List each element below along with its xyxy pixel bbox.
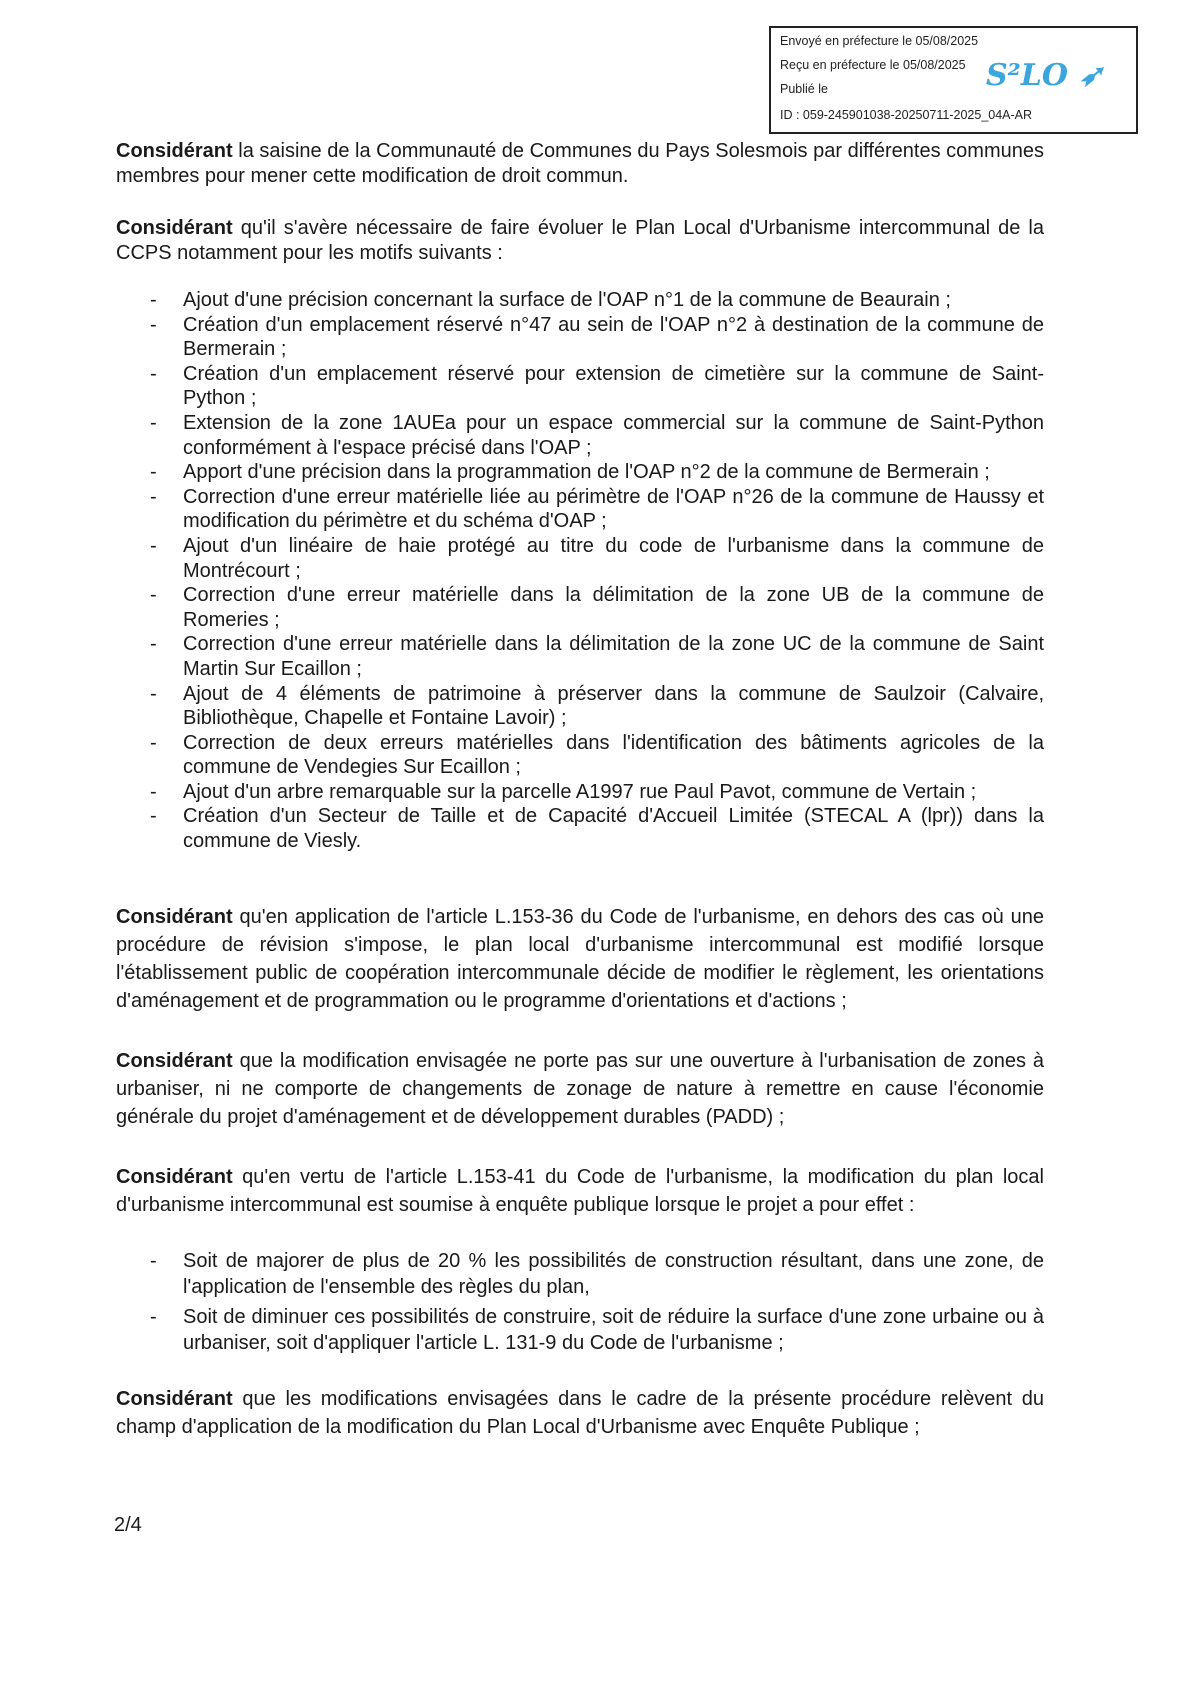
text: qu'en vertu de l'article L.153-41 du Code de l'urbanisme, la modification du plan local d'urbanisme intercommunal est soumise à enquête publique lorsque le projet a pour effet :	[116, 1166, 1044, 1216]
list-item	[116, 682, 1044, 731]
list-item	[116, 288, 1044, 313]
bullet-dash: -	[150, 1250, 157, 1272]
list-item	[116, 1248, 1044, 1300]
list-item	[116, 632, 1044, 681]
bullet-dash: -	[150, 780, 157, 803]
list-item-text: Ajout d'une précision concernant la surface de l'OAP n°1 de la commune de Beaurain ;	[183, 289, 951, 311]
lead: Considérant	[116, 217, 233, 239]
list-item	[116, 1304, 1044, 1356]
motifs-list	[116, 288, 1044, 854]
prefecture-stamp	[769, 26, 1138, 134]
bullet-dash: -	[150, 1306, 157, 1328]
list-item	[116, 362, 1044, 411]
text: que les modifications envisagées dans le cadre de la présente procédure relèvent du champ d'application de la modification du Plan Local d'Urbanisme avec Enquête Publique ;	[116, 1388, 1044, 1438]
list-item-text: Création d'un emplacement réservé n°47 au sein de l'OAP n°2 à destination de la commune de Bermerain ;	[183, 313, 1044, 361]
text: que la modification envisagée ne porte pas sur une ouverture à l'urbanisation de zones à urbaniser, ni ne comporte de changements de zonage de nature à remettre en cause l'économie générale du projet d'aménagement et de développement durables (PADD) ;	[116, 1050, 1044, 1128]
stamp-sent: Envoyé en préfecture le 05/08/2025	[780, 34, 979, 48]
bullet-dash: -	[150, 362, 157, 385]
list-item-text: Soit de majorer de plus de 20 % les possibilités de construction résultant, dans une zone, de l'application de l'ensemble des règles du plan,	[183, 1250, 1044, 1298]
list-item-text: Extension de la zone 1AUEa pour un espace commercial sur la commune de Saint-Python conformément à l'espace précisé dans l'OAP ;	[183, 411, 1044, 459]
paragraph-saisine	[116, 139, 1044, 189]
lead: Considérant	[116, 140, 233, 162]
paragraph-motifs	[116, 216, 1044, 266]
slo-logo: S²LO ➶	[986, 58, 1104, 93]
list-item-text: Apport d'une précision dans la programmation de l'OAP n°2 de la commune de Bermerain ;	[183, 461, 990, 484]
list-item-text: Ajout d'un linéaire de haie protégé au titre du code de l'urbanisme dans la commune de Montrécourt ;	[183, 534, 1044, 582]
bullet-dash: -	[150, 313, 157, 336]
lead: Considérant	[116, 1166, 233, 1188]
bullet-dash: -	[150, 633, 157, 656]
page-number: 2/4	[114, 1514, 142, 1536]
list-item	[116, 804, 1044, 853]
list-item-text: Création d'un emplacement réservé pour extension de cimetière sur la commune de Saint-Python ;	[183, 362, 1044, 410]
list-item-text: Ajout d'un arbre remarquable sur la parcelle A1997 rue Paul Pavot, commune de Vertain ;	[183, 780, 977, 803]
lead: Considérant	[116, 906, 233, 928]
list-item	[116, 460, 1044, 485]
bullet-dash: -	[150, 411, 157, 434]
list-item-text: Correction d'une erreur matérielle dans la délimitation de la zone UC de la commune de Saint Martin Sur Ecaillon ;	[183, 633, 1044, 680]
list-item	[116, 583, 1044, 632]
bullet-dash: -	[150, 731, 157, 754]
bullet-dash: -	[150, 289, 157, 311]
paragraph-l153-41	[116, 1163, 1044, 1219]
text: qu'il s'avère nécessaire de faire évoluer le Plan Local d'Urbanisme intercommunal de la CCPS notamment pour les motifs suivants :	[116, 217, 1044, 264]
list-item-text: Ajout de 4 éléments de patrimoine à préserver dans la commune de Saulzoir (Calvaire, Bibliothèque, Chapelle et Fontaine Lavoir) ;	[183, 682, 1044, 730]
bullet-dash: -	[150, 584, 157, 607]
list-item	[116, 534, 1044, 583]
text: la saisine de la Communauté de Communes du Pays Solesmois par différentes communes membres pour mener cette modification de droit commun.	[116, 140, 1044, 187]
list-item	[116, 411, 1044, 460]
paragraph-l153-36	[116, 903, 1044, 1015]
paragraph-padd	[116, 1047, 1044, 1131]
stamp-received: Reçu en préfecture le 05/08/2025	[780, 58, 966, 72]
list-item	[116, 485, 1044, 534]
bullet-dash: -	[150, 682, 157, 705]
lead: Considérant	[116, 1050, 233, 1072]
text: qu'en application de l'article L.153-36 du Code de l'urbanisme, en dehors des cas où une procédure de révision s'impose, le plan local d'urbanisme intercommunal est modifié lorsque l'établissement public de coopération intercommunale décide de modifier le règlement, les orientations d'aménagement et de programmation ou le programme d'orientations et d'actions ;	[116, 906, 1044, 1012]
list-item-text: Correction de deux erreurs matérielles dans l'identification des bâtiments agricoles de la commune de Vendegies Sur Ecaillon ;	[183, 731, 1044, 779]
list-item	[116, 313, 1044, 362]
bullet-dash: -	[150, 534, 157, 557]
stamp-published: Publié le	[780, 82, 828, 96]
bullet-dash: -	[150, 461, 157, 484]
bullet-dash: -	[150, 485, 157, 508]
bullet-dash: -	[150, 805, 157, 828]
list-item-text: Correction d'une erreur matérielle liée au périmètre de l'OAP n°26 de la commune de Haussy et modification du périmètre et du schéma d'OAP ;	[183, 485, 1044, 533]
effets-list	[116, 1248, 1044, 1356]
paragraph-enquete	[116, 1385, 1044, 1441]
list-item	[116, 780, 1044, 805]
list-item-text: Soit de diminuer ces possibilités de construire, soit de réduire la surface d'une zone urbaine ou à urbaniser, soit d'appliquer l'article L. 131-9 du Code de l'urbanisme ;	[183, 1306, 1044, 1354]
list-item-text: Correction d'une erreur matérielle dans la délimitation de la zone UB de la commune de Romeries ;	[183, 584, 1044, 631]
stamp-id: ID : 059-245901038-20250711-2025_04A-AR	[780, 108, 1033, 122]
lead: Considérant	[116, 1388, 233, 1410]
list-item-text: Création d'un Secteur de Taille et de Capacité d'Accueil Limitée (STECAL A (lpr)) dans la commune de Viesly.	[183, 805, 1044, 853]
list-item	[116, 731, 1044, 780]
